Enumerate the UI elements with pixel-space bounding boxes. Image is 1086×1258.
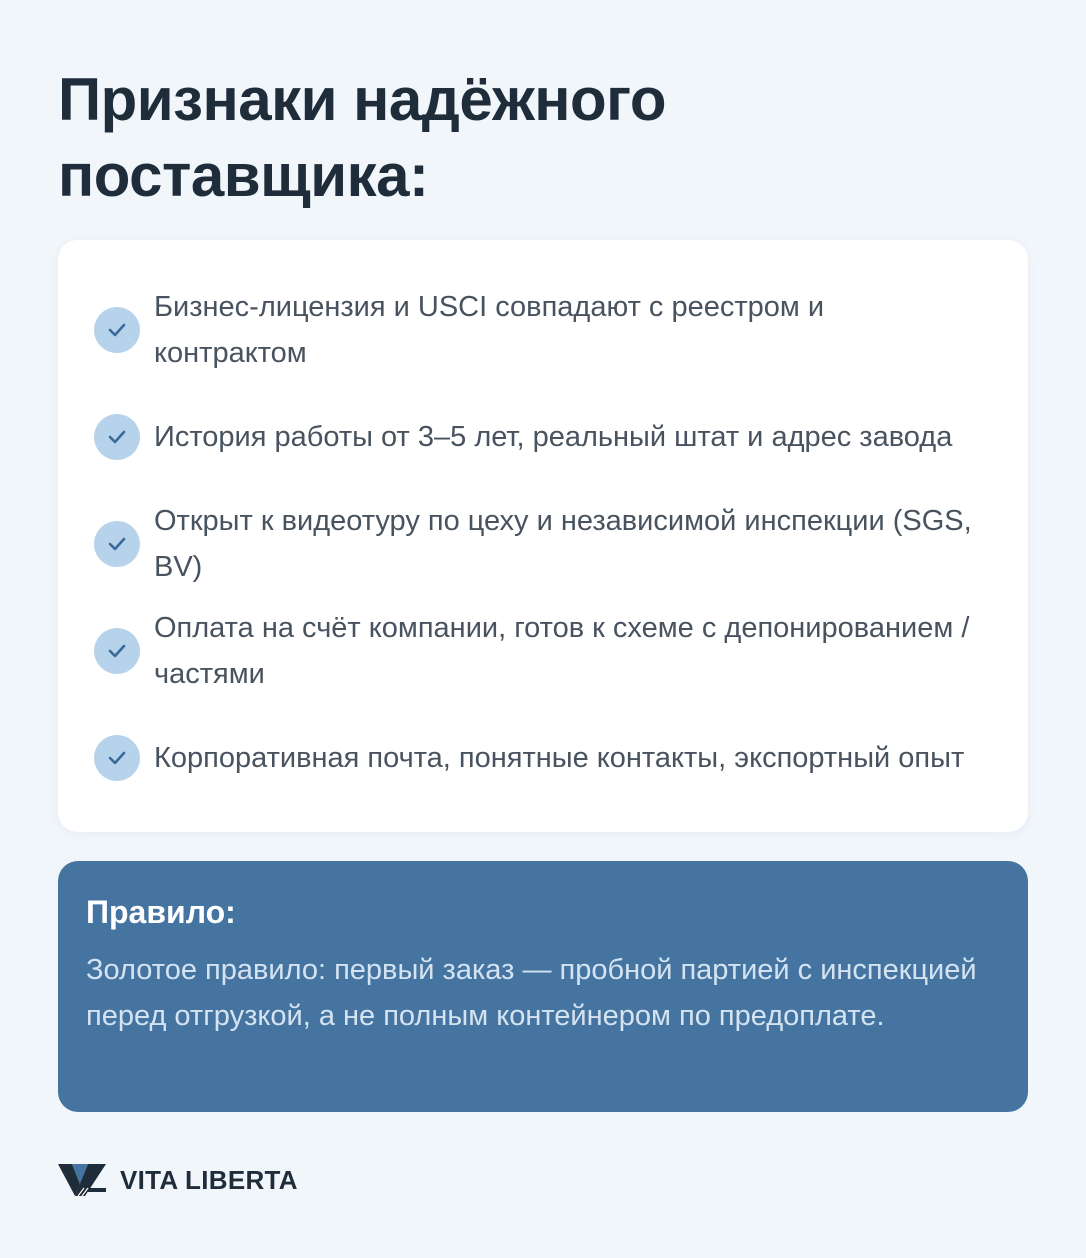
rule-callout bbox=[58, 861, 1028, 1112]
list-item bbox=[94, 383, 988, 490]
rule-text: Золотое правило: первый заказ — пробной партией с инспекцией перед отгрузкой, а не полным контейнером по предоплате. bbox=[86, 954, 977, 1032]
brand bbox=[58, 1160, 298, 1200]
list-item bbox=[94, 490, 988, 597]
page-title: Признаки надёжного поставщика: bbox=[58, 66, 667, 209]
list-item-text: Бизнес-лицензия и USCI совпадают с реестром и контрактом bbox=[154, 290, 825, 369]
list-item-text: Оплата на счёт компании, готов к схеме с депонированием / частями bbox=[154, 611, 970, 690]
list-item bbox=[94, 704, 988, 811]
check-icon bbox=[94, 735, 140, 781]
brand-logo-icon bbox=[58, 1162, 108, 1198]
list-item-text: Открыт к видеотуру по цеху и независимой инспекции (SGS, BV) bbox=[154, 504, 972, 583]
checklist-card bbox=[58, 240, 1028, 832]
check-icon bbox=[94, 628, 140, 674]
check-icon bbox=[94, 414, 140, 460]
check-icon bbox=[94, 307, 140, 353]
list-item-text: Корпоративная почта, понятные контакты, экспортный опыт bbox=[154, 741, 965, 774]
list-item-text: История работы от 3–5 лет, реальный штат и адрес завода bbox=[154, 420, 953, 453]
brand-name: VITA LIBERTA bbox=[120, 1164, 298, 1195]
rule-title: Правило: bbox=[86, 894, 236, 930]
list-item bbox=[94, 276, 988, 383]
list-item bbox=[94, 597, 988, 704]
check-icon bbox=[94, 521, 140, 567]
